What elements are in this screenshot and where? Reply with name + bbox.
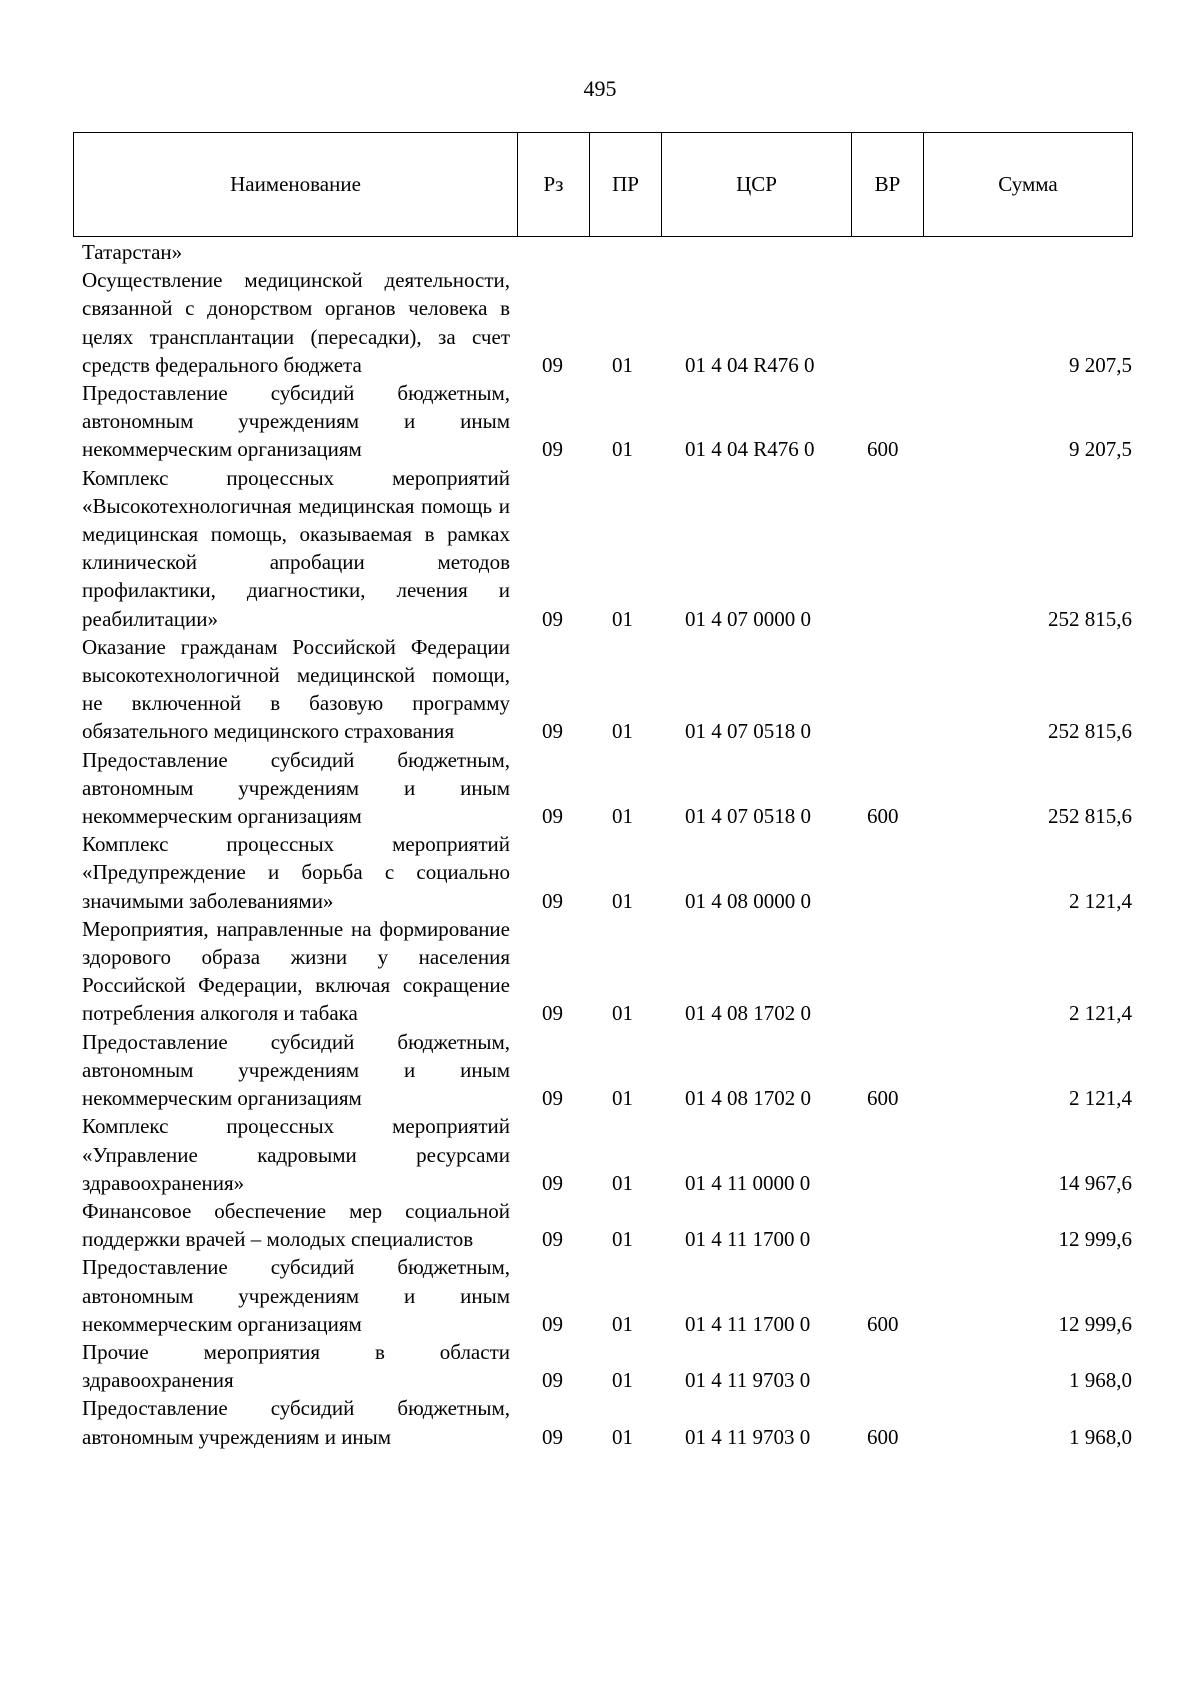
row-name: Прочие мероприятия в области здравоохранения: [82, 1339, 510, 1393]
row-sum: 252 815,6: [1048, 719, 1132, 744]
row-rz: 09: [542, 437, 563, 462]
header-sum: Сумма: [998, 172, 1058, 196]
row-vr: 600: [867, 1086, 899, 1111]
page-number: 495: [583, 76, 617, 101]
row-name: Осуществление медицинской деятельности, связанной с донорством органов человека в целях трансплантации (пересадки), за счет средств федерального бюджета: [82, 268, 510, 377]
row-pr: 01: [612, 888, 633, 913]
table-row: [82, 1394, 1132, 1450]
row-csr: 01 4 08 1702 0: [685, 1086, 811, 1111]
row-csr: 01 4 11 0000 0: [685, 1170, 811, 1195]
row-name: Комплекс процессных мероприятий «Высокотехнологичная медицинская помощь и медицинская помощь, оказываемая в рамках клинической апробации методов профилактики, диагностики, лечения и реабилитации»: [82, 465, 510, 631]
row-csr: 01 4 07 0518 0: [685, 804, 811, 829]
table-row: [82, 915, 1132, 1028]
row-rz: 09: [542, 1086, 563, 1111]
row-rz: 09: [542, 719, 563, 744]
row-csr: 01 4 04 R476 0: [685, 437, 815, 462]
row-rz: 09: [542, 1170, 563, 1195]
row-name: Комплекс процессных мероприятий «Предупреждение и борьба с социально значимыми заболеваниями»: [82, 832, 510, 913]
row-sum: 1 968,0: [1069, 1368, 1132, 1393]
table-body: [82, 238, 1142, 1451]
table-row: [82, 746, 1132, 831]
table-row: [82, 1253, 1132, 1338]
row-name: Предоставление субсидий бюджетным, автономным учреждениям и иным некоммерческим организациям: [82, 381, 510, 462]
row-sum: 9 207,5: [1069, 352, 1132, 377]
row-csr: 01 4 07 0000 0: [685, 606, 811, 631]
row-sum: 9 207,5: [1069, 437, 1132, 462]
row-pr: 01: [612, 1227, 633, 1252]
row-name: Татарстан»: [82, 240, 183, 264]
row-rz: 09: [542, 1001, 563, 1026]
row-name: Предоставление субсидий бюджетным, автономным учреждениям и иным: [82, 1396, 510, 1449]
row-rz: 09: [542, 1227, 563, 1252]
row-csr: 01 4 07 0518 0: [685, 719, 811, 744]
table-row: [82, 1112, 1132, 1197]
row-rz: 09: [542, 352, 563, 377]
row-name: Предоставление субсидий бюджетным, автономным учреждениям и иным некоммерческим организациям: [82, 747, 510, 829]
row-rz: 09: [542, 606, 563, 631]
row-rz: 09: [542, 804, 563, 829]
table-row: [82, 464, 1132, 633]
row-name: Комплекс процессных мероприятий «Управление кадровыми ресурсами здравоохранения»: [82, 1114, 510, 1195]
row-vr: 600: [867, 437, 899, 462]
row-sum: 2 121,4: [1069, 888, 1132, 913]
row-sum: 12 999,6: [1058, 1227, 1132, 1252]
row-name: Предоставление субсидий бюджетным, автономным учреждениям и иным некоммерческим организациям: [82, 1029, 510, 1111]
table-header: [73, 132, 1133, 237]
row-sum: 1 968,0: [1069, 1424, 1132, 1449]
row-csr: 01 4 11 1700 0: [685, 1311, 811, 1336]
row-sum: 14 967,6: [1058, 1170, 1132, 1195]
table-row: [82, 1338, 1132, 1394]
header-vr: ВР: [852, 133, 924, 236]
row-sum: 252 815,6: [1048, 804, 1132, 829]
table-row: [82, 1197, 1132, 1253]
row-sum: 12 999,6: [1058, 1311, 1132, 1336]
row-csr: 01 4 11 9703 0: [685, 1368, 811, 1393]
row-pr: 01: [612, 719, 633, 744]
row-pr: 01: [612, 804, 633, 829]
row-pr: 01: [612, 1424, 633, 1449]
row-pr: 01: [612, 1368, 633, 1393]
row-rz: 09: [542, 1424, 563, 1449]
row-csr: 01 4 11 9703 0: [685, 1424, 811, 1449]
row-pr: 01: [612, 606, 633, 631]
row-pr: 01: [612, 437, 633, 462]
table-row: [82, 633, 1132, 746]
table-row: [82, 266, 1132, 379]
row-sum: 2 121,4: [1069, 1086, 1132, 1111]
row-vr: 600: [867, 1424, 899, 1449]
table-row: [82, 238, 1132, 266]
header-rz: Рз: [518, 133, 590, 236]
row-name: Предоставление субсидий бюджетным, автономным учреждениям и иным некоммерческим организациям: [82, 1255, 510, 1336]
row-csr: 01 4 04 R476 0: [685, 352, 815, 377]
row-rz: 09: [542, 1368, 563, 1393]
header-pr: ПР: [590, 133, 662, 236]
row-name: Оказание гражданам Российской Федерации высокотехнологичной медицинской помощи, не включенной в базовую программу обязательного медицинского страхования: [82, 634, 510, 744]
row-sum: 252 815,6: [1048, 606, 1132, 631]
row-csr: 01 4 08 1702 0: [685, 1001, 811, 1026]
table-row: [82, 379, 1132, 464]
row-csr: 01 4 11 1700 0: [685, 1227, 811, 1252]
table-row: [82, 1028, 1132, 1113]
row-pr: 01: [612, 1086, 633, 1111]
row-csr: 01 4 08 0000 0: [685, 888, 811, 913]
row-pr: 01: [612, 1001, 633, 1026]
header-csr: ЦСР: [662, 133, 852, 236]
row-vr: 600: [867, 804, 899, 829]
row-sum: 2 121,4: [1069, 1001, 1132, 1026]
row-rz: 09: [542, 1311, 563, 1336]
table-row: [82, 830, 1132, 915]
row-pr: 01: [612, 352, 633, 377]
header-name: Наименование: [74, 133, 518, 236]
row-name: Финансовое обеспечение мер социальной поддержки врачей – молодых специалистов: [82, 1198, 510, 1252]
row-vr: 600: [867, 1311, 899, 1336]
row-name: Мероприятия, направленные на формирование здорового образа жизни у населения Российской Федерации, включая сокращение потребления алкоголя и табака: [82, 916, 510, 1026]
row-pr: 01: [612, 1170, 633, 1195]
row-pr: 01: [612, 1311, 633, 1336]
row-rz: 09: [542, 888, 563, 913]
